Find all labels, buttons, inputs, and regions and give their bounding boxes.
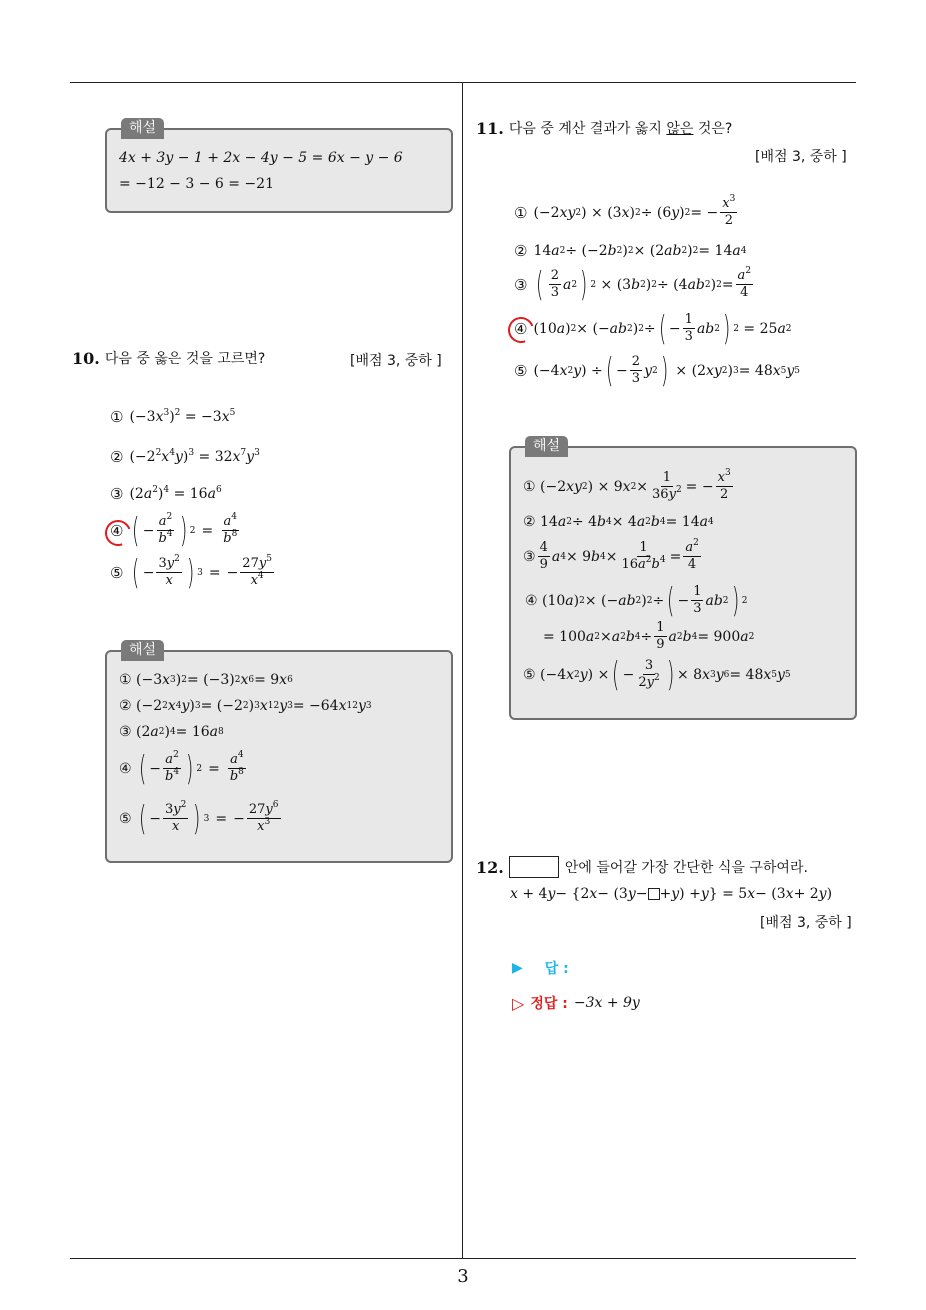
q11-choice-2[interactable]: ② 14 a 2 ÷ (−2 b 2 ) 2 × (2 ab 2 ) 2 = 14 a 4 xyxy=(514,242,747,260)
q10-number: 10. xyxy=(72,348,100,368)
q12-points: [배점 3, 중하 ] xyxy=(760,915,852,931)
q10-choice-1[interactable]: ① $(-3x^3)^2 = -3x^5$ xyxy=(110,408,236,426)
solution-tag: 해설 xyxy=(121,118,164,139)
q12-number: 12. xyxy=(476,857,504,877)
q11-points: [배점 3, 중하 ] xyxy=(755,149,847,165)
q11-choice-3[interactable]: ③ ( $\frac{2}{3}$ a 2 ) 2 × (3 b 2 ) 2 ÷ (4 ab 2 ) 2 = $\frac{a^2}{4}$ xyxy=(514,264,752,305)
top-rule xyxy=(70,82,856,83)
q10-choice-3-expr: $(2a^2)^4 = 16a^6$ xyxy=(129,485,222,502)
q11-choice-1[interactable]: ① (−2 xy 2 ) × (3 x ) 2 ÷ (6 y ) 2 = − $\frac{x^3}{2}$ xyxy=(514,194,736,228)
q11-solution-line-4: ④ (10 a ) 2 × (− ab 2 ) 2 ÷ ( − $\frac{1}{3}$ ab 2 ) 2 xyxy=(525,580,748,621)
answer-arrow-icon: ▶ xyxy=(512,960,523,976)
q11-solution-line-6: ⑤ (−4 x 2 y ) × ( − $\frac{3}{2y^2}$ ) × 8 x 3 y 6 = 48 x 5 y 5 xyxy=(523,654,791,695)
solution-tag: 해설 xyxy=(525,436,568,457)
q10-solution-line-3: ③ (2 a 2 ) 4 = 16 a 8 xyxy=(119,724,224,740)
page-number: 3 xyxy=(457,1266,469,1287)
q10-choice-4[interactable]: ④ ( − $\frac{a^2}{b^4}$ ) 2 = $\frac{a^4}{b^8}$ xyxy=(110,510,238,551)
q9-solution-line-1: 4x + 3y − 1 + 2x − 4y − 5 = 6x − y − 6 xyxy=(119,150,403,166)
q11-solution-line-3: ③ $\frac{4}{9}$ a 4 × 9 b 4 × $\frac{1}{16a^2b^4}$ = $\frac{a^2}{4}$ xyxy=(523,538,699,572)
solution-tag: 해설 xyxy=(121,640,164,661)
q11-solution-line-2: ② 14 a 2 ÷ 4 b 4 × 4 a 2 b 4 = 14 a 4 xyxy=(523,514,714,530)
q10-points: [배점 3, 중하 ] xyxy=(350,353,442,369)
q11-choice-4[interactable]: ④ (10 a ) 2 × (− ab 2 ) 2 ÷ ( − $\frac{1}{3}$ ab 2 ) 2 = 25 a 2 xyxy=(514,308,792,349)
q10-solution-line-2: ② (−2 2 x 4 y ) 3 = (−2 2 ) 3 x 12 y 3 = −64 x 12 y 3 xyxy=(119,698,372,714)
q10-text: 다음 중 옳은 것을 고르면? xyxy=(104,351,266,367)
q12-heading xyxy=(476,856,808,878)
column-divider xyxy=(462,82,463,1258)
q11-text: 다음 중 계산 결과가 옳지 않은 것은? xyxy=(508,121,733,137)
correct-arrow-icon: ▷ xyxy=(512,993,525,1013)
q12-text: 안에 들어갈 가장 간단한 식을 구하여라. xyxy=(564,860,808,876)
q10-choice-1-expr: $(-3x^3)^2 = -3x^5$ xyxy=(129,408,236,425)
q12-answer-row[interactable] xyxy=(512,958,569,978)
q9-solution-box xyxy=(105,120,453,213)
q10-heading xyxy=(72,348,265,368)
q10-solution-box xyxy=(105,642,453,863)
answer-label: 답 : xyxy=(544,961,569,977)
q12-correct-row xyxy=(512,993,640,1013)
q10-choice-2-expr: $(-2^2x^4y)^3 = 32x^7y^3$ xyxy=(129,448,260,465)
q9-solution-line-2: = −12 − 3 − 6 = −21 xyxy=(119,176,274,192)
bottom-rule xyxy=(70,1258,856,1259)
q10-solution-line-5: ⑤ ( − $\frac{3y^2}{x}$ ) 3 = − $\frac{27y^6}{x^3}$ xyxy=(119,798,279,839)
answer-blank-box xyxy=(509,856,559,878)
q11-solution-box xyxy=(509,438,857,720)
q12-equation: x + 4 y − {2 x − (3 y − + y ) + y } = 5 x − (3 x + 2 y ) xyxy=(510,886,833,902)
correct-label: 정답 : xyxy=(530,996,568,1012)
q11-solution-line-5: = 100 a 2 × a 2 b 4 ÷ $\frac{1}{9}$ a 2 b 4 = 900 a 2 xyxy=(543,620,755,652)
q10-choice-5[interactable]: ⑤ ( − $\frac{3y^2}{x}$ ) 3 = − $\frac{27y^5}{x^4}$ xyxy=(110,552,272,593)
q10-choice-3[interactable]: ③ $(2a^2)^4 = 16a^6$ xyxy=(110,485,222,503)
q11-heading xyxy=(476,118,732,138)
q10-solution-line-4: ④ ( − $\frac{a^2}{b^4}$ ) 2 = $\frac{a^4}{b^8}$ xyxy=(119,748,244,789)
q10-choice-2[interactable]: ② $(-2^2x^4y)^3 = 32x^7y^3$ xyxy=(110,448,260,466)
q11-number: 11. xyxy=(476,118,504,138)
correct-value: −3x + 9y xyxy=(573,995,640,1011)
q11-choice-5[interactable]: ⑤ (−4 x 2 y ) ÷ ( − $\frac{2}{3}$ y 2 ) × (2 xy 2 ) 3 = 48 x 5 y 5 xyxy=(514,350,801,391)
q11-solution-line-1: ① (−2 xy 2 ) × 9 x 2 × $\frac{1}{36y^2}$ = − $\frac{x^3}{2}$ xyxy=(523,468,731,502)
blank-square-icon xyxy=(648,888,660,900)
q10-solution-line-1: ① (−3 x 3 ) 2 = (−3) 2 x 6 = 9 x 6 xyxy=(119,672,293,688)
